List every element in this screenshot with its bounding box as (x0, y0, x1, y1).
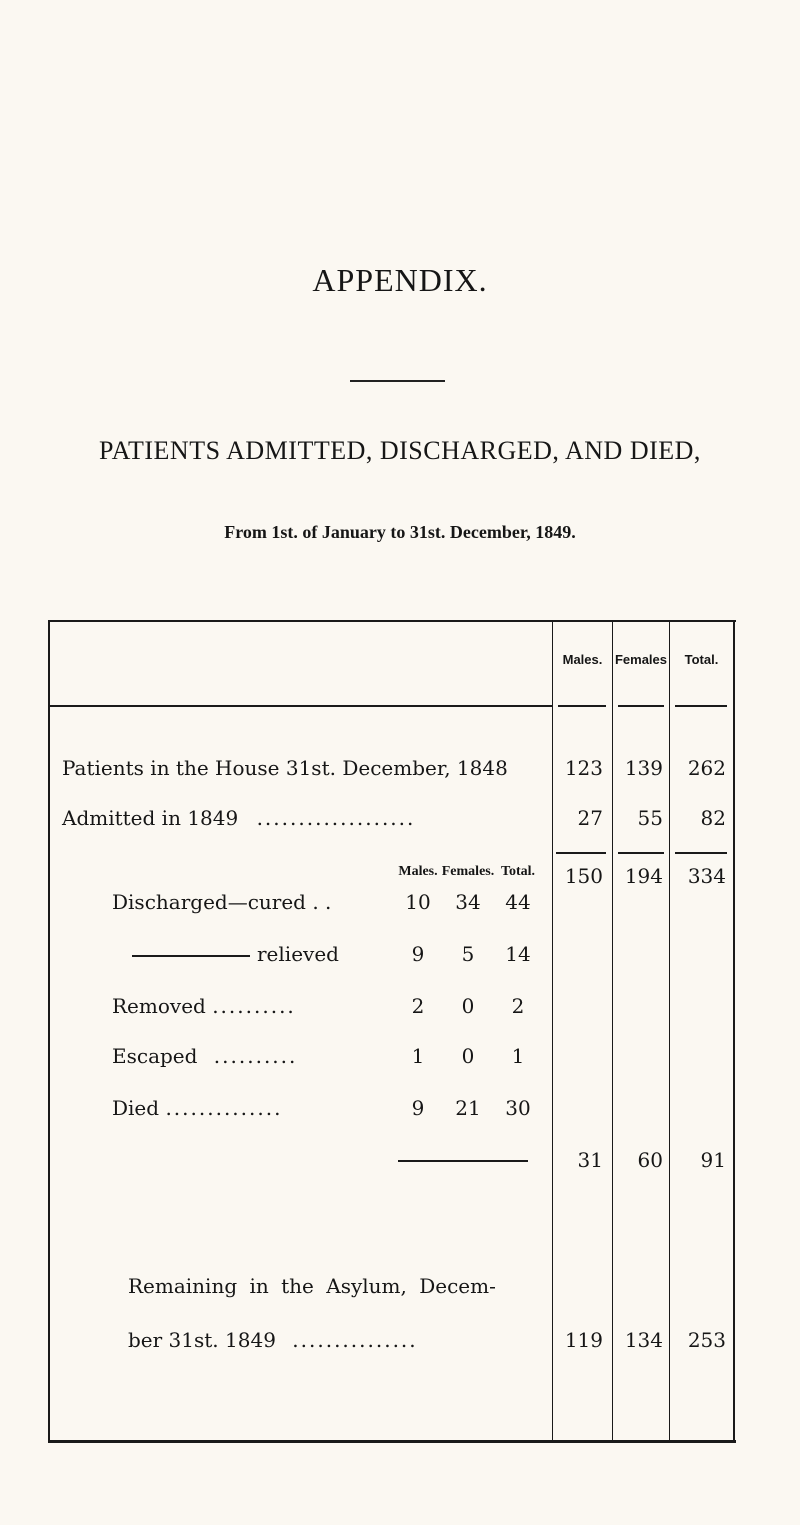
subtotal-rule-males (556, 852, 606, 854)
inner-row-label (112, 994, 296, 1018)
subtotal-rule-females (618, 852, 664, 854)
subtotal-rule-total (675, 852, 727, 854)
leader-dots: .......... (212, 994, 296, 1018)
inner-cell-total: 30 (505, 1096, 531, 1120)
inner-row-label (112, 1096, 282, 1120)
table-subheading: From 1st. of January to 31st. December, 1849. (224, 522, 576, 542)
inner-row-label (112, 1044, 297, 1068)
inner-row-label-text: Escaped (112, 1044, 198, 1068)
page-title: APPENDIX. (312, 262, 488, 298)
inner-cell-males: 9 (411, 942, 425, 966)
table-right-rule (733, 620, 735, 1442)
col-divider-2 (612, 620, 613, 1442)
leader-dots: .......... (213, 1044, 298, 1068)
outgoing-total: 91 (700, 1148, 726, 1172)
col-divider-1 (552, 620, 553, 1442)
inner-header-total: Total. (500, 864, 536, 879)
inner-cell-males: 9 (411, 1096, 425, 1120)
ditto-dash (132, 955, 250, 957)
inner-cell-females: 5 (461, 942, 475, 966)
header-rule-males (558, 705, 606, 707)
header-rule-total (675, 705, 727, 707)
inner-row-label: relieved (257, 942, 339, 966)
inner-row-label: Discharged—cured . . (112, 890, 332, 914)
remaining-label-text: ber 31st. 1849 (128, 1328, 276, 1352)
subtotal-total: 334 (687, 864, 726, 888)
inner-sum-rule (398, 1160, 528, 1162)
remaining-label-line1: Remaining in the Asylum, Decem- (128, 1274, 496, 1298)
title-rule (350, 380, 445, 382)
inner-cell-females: 0 (461, 1044, 475, 1068)
remaining-total: 253 (687, 1328, 726, 1352)
inner-cell-total: 44 (505, 890, 531, 914)
header-males: Males. (562, 652, 603, 667)
table-top-rule (48, 620, 736, 622)
inner-row-label-text: Died (112, 1096, 160, 1120)
leader-dots: ............... (292, 1328, 418, 1352)
row-label: Patients in the House 31st. December, 1848 (62, 756, 508, 780)
row-label-text: Admitted in 1849 (62, 806, 239, 830)
header-total: Total. (684, 652, 719, 667)
header-females: Females (614, 652, 668, 667)
cell-females: 139 (624, 756, 663, 780)
outgoing-females: 60 (637, 1148, 663, 1172)
inner-cell-females: 21 (455, 1096, 481, 1120)
remaining-females: 134 (624, 1328, 663, 1352)
cell-total: 262 (687, 756, 726, 780)
leader-dots: ................... (256, 806, 416, 830)
subtotal-females: 194 (624, 864, 663, 888)
table-heading: PATIENTS ADMITTED, DISCHARGED, AND DIED, (99, 436, 701, 465)
header-rule (48, 705, 553, 707)
inner-cell-males: 10 (405, 890, 431, 914)
inner-header-females: Females. (441, 864, 495, 879)
table-bottom-rule (48, 1440, 736, 1443)
row-label (62, 806, 415, 830)
table-left-rule (48, 620, 50, 1442)
cell-males: 123 (564, 756, 603, 780)
inner-cell-total: 2 (511, 994, 525, 1018)
inner-cell-total: 14 (505, 942, 531, 966)
subtotal-males: 150 (564, 864, 603, 888)
leader-dots: .............. (165, 1096, 283, 1120)
inner-cell-females: 34 (455, 890, 481, 914)
remaining-label-line2 (128, 1328, 418, 1352)
inner-header-males: Males. (398, 864, 438, 879)
col-divider-3 (669, 620, 670, 1442)
cell-males: 27 (577, 806, 603, 830)
inner-cell-males: 2 (411, 994, 425, 1018)
inner-row-label-text: Removed (112, 994, 206, 1018)
cell-females: 55 (637, 806, 663, 830)
inner-cell-females: 0 (461, 994, 475, 1018)
inner-cell-males: 1 (411, 1044, 425, 1068)
inner-cell-total: 1 (511, 1044, 525, 1068)
cell-total: 82 (700, 806, 726, 830)
outgoing-males: 31 (577, 1148, 603, 1172)
remaining-males: 119 (564, 1328, 603, 1352)
header-rule-females (618, 705, 664, 707)
